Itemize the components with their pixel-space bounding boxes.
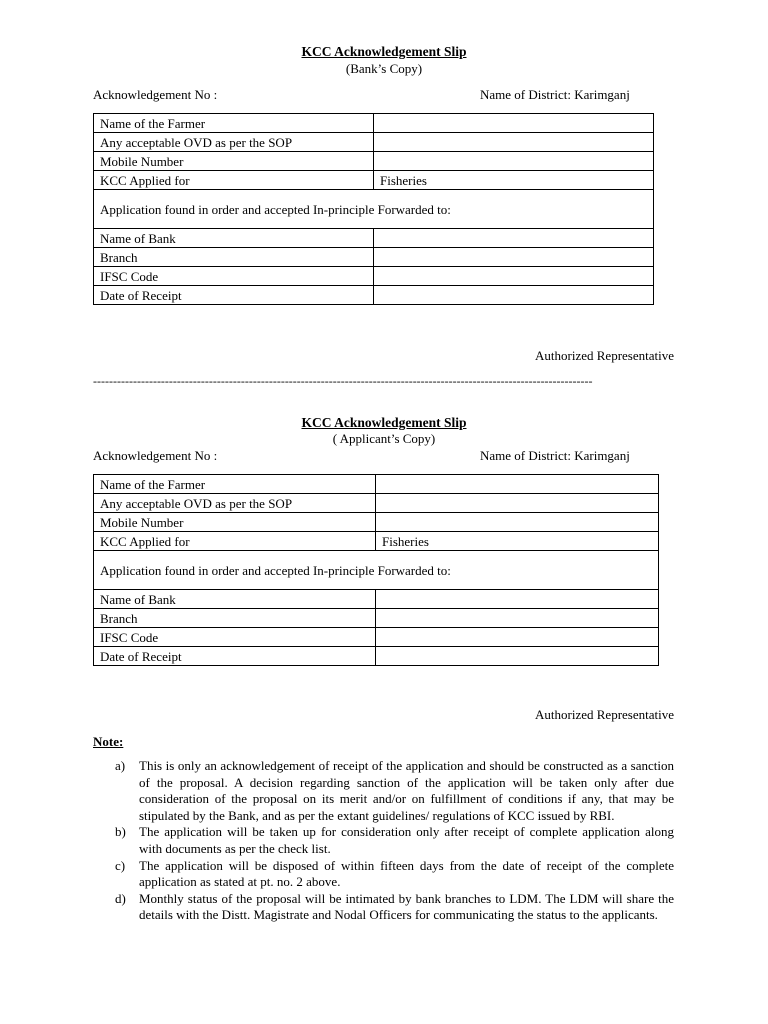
applicant-signature: Authorized Representative bbox=[535, 707, 674, 722]
table-row bbox=[94, 286, 654, 305]
row-label: KCC Applied for bbox=[94, 532, 376, 551]
farmer-name-field[interactable] bbox=[374, 114, 654, 133]
row-label: IFSC Code bbox=[94, 267, 374, 286]
ifsc-code-field[interactable] bbox=[374, 267, 654, 286]
row-label: Mobile Number bbox=[94, 152, 374, 171]
row-label: KCC Applied for bbox=[94, 171, 374, 190]
list-item bbox=[93, 824, 674, 857]
row-label: Date of Receipt bbox=[94, 286, 374, 305]
row-label: IFSC Code bbox=[94, 628, 376, 647]
ovd-field[interactable] bbox=[376, 494, 659, 513]
table-row bbox=[94, 609, 659, 628]
ovd-field[interactable] bbox=[374, 133, 654, 152]
mobile-number-field[interactable] bbox=[374, 152, 654, 171]
table-row bbox=[94, 475, 659, 494]
ifsc-code-field[interactable] bbox=[376, 628, 659, 647]
table-row bbox=[94, 647, 659, 666]
row-label: Mobile Number bbox=[94, 513, 376, 532]
table-row bbox=[94, 590, 659, 609]
table-row bbox=[94, 494, 659, 513]
table-row bbox=[94, 171, 654, 190]
row-label: Name of the Farmer bbox=[94, 475, 376, 494]
kcc-applied-for-value: Fisheries bbox=[376, 532, 659, 551]
table-row bbox=[94, 628, 659, 647]
cut-line-separator: ----------------------------------------------------------------------------------------------------------------------------- bbox=[93, 374, 593, 388]
row-label: Name of Bank bbox=[94, 590, 376, 609]
table-row bbox=[94, 114, 654, 133]
applicant-copy-title: KCC Acknowledgement Slip bbox=[301, 415, 467, 430]
branch-field[interactable] bbox=[376, 609, 659, 628]
row-label: Branch bbox=[94, 609, 376, 628]
list-item bbox=[93, 891, 674, 924]
forward-text: Application found in order and accepted In-principle Forwarded to: bbox=[94, 190, 654, 229]
mobile-number-field[interactable] bbox=[376, 513, 659, 532]
bank-copy-subtitle: (Bank’s Copy) bbox=[345, 61, 423, 76]
forward-text: Application found in order and accepted In-principle Forwarded to: bbox=[94, 551, 659, 590]
bank-signature: Authorized Representative bbox=[535, 348, 674, 363]
row-label: Any acceptable OVD as per the SOP bbox=[94, 494, 376, 513]
row-label: Branch bbox=[94, 248, 374, 267]
table-row bbox=[94, 190, 654, 229]
applicant-district-label: Name of District: Karimganj bbox=[480, 448, 630, 463]
kcc-applied-for-value: Fisheries bbox=[374, 171, 654, 190]
row-label: Any acceptable OVD as per the SOP bbox=[94, 133, 374, 152]
date-of-receipt-field[interactable] bbox=[374, 286, 654, 305]
row-label: Date of Receipt bbox=[94, 647, 376, 666]
list-item bbox=[93, 858, 674, 891]
row-label: Name of the Farmer bbox=[94, 114, 374, 133]
table-row bbox=[94, 267, 654, 286]
row-label: Name of Bank bbox=[94, 229, 374, 248]
farmer-name-field[interactable] bbox=[376, 475, 659, 494]
bank-ack-label: Acknowledgement No : bbox=[93, 87, 218, 102]
list-marker: b) bbox=[115, 824, 126, 840]
table-row bbox=[94, 152, 654, 171]
applicant-copy-table bbox=[93, 474, 659, 666]
note-text: This is only an acknowledgement of receipt of the application and should be constructed as a sanction of the proposal. A decision regarding sanction of the application will be taken only after due consideration of the proposal on its merit and/or on fulfillment of conditions if any, that may be stipulated by the Bank, and as per the extant guidelines/ regulations of KCC issued by RBI. bbox=[139, 758, 674, 823]
table-row bbox=[94, 133, 654, 152]
note-text: Monthly status of the proposal will be intimated by bank branches to LDM. The LDM will share the details with the Distt. Magistrate and Nodal Officers for communicating the status to the applicants. bbox=[139, 890, 674, 923]
note-list bbox=[93, 758, 674, 924]
list-marker: a) bbox=[115, 758, 126, 773]
table-row bbox=[94, 532, 659, 551]
bank-name-field[interactable] bbox=[376, 590, 659, 609]
table-row bbox=[94, 248, 654, 267]
bank-copy-table bbox=[93, 113, 654, 305]
branch-field[interactable] bbox=[374, 248, 654, 267]
list-item bbox=[93, 758, 674, 824]
list-marker: d) bbox=[115, 890, 126, 906]
table-row bbox=[94, 551, 659, 590]
note-heading: Note: bbox=[93, 734, 124, 749]
bank-name-field[interactable] bbox=[374, 229, 654, 248]
applicant-copy-subtitle: ( Applicant’s Copy) bbox=[332, 431, 436, 446]
list-marker: c) bbox=[115, 857, 126, 873]
date-of-receipt-field[interactable] bbox=[376, 647, 659, 666]
applicant-ack-label: Acknowledgement No : bbox=[93, 448, 218, 463]
bank-district-label: Name of District: Karimganj bbox=[480, 87, 630, 102]
note-text: The application will be disposed of within fifteen days from the date of receipt of the complete application as stated at pt. no. 2 above. bbox=[139, 857, 674, 890]
table-row bbox=[94, 229, 654, 248]
bank-copy-title: KCC Acknowledgement Slip bbox=[301, 44, 467, 59]
note-text: The application will be taken up for consideration only after receipt of complete application along with documents as per the check list. bbox=[139, 824, 674, 856]
table-row bbox=[94, 513, 659, 532]
